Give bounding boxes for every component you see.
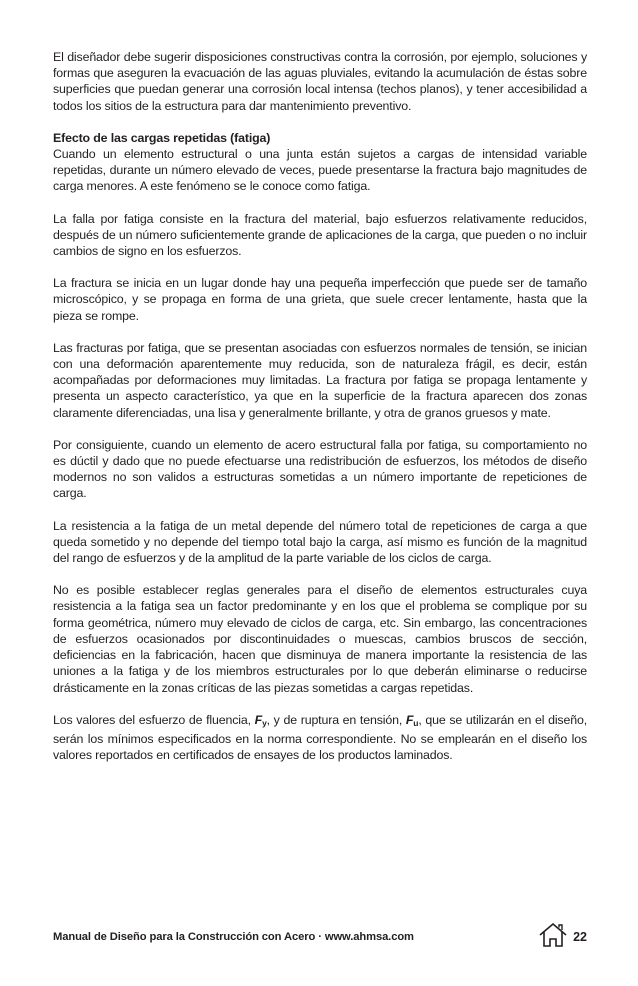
paragraph-fatiga-definition: Cuando un elemento estructural o una junta están sujetos a cargas de intensidad variable repetidas, durante un número elevado de veces, puede presentarse la fractura bajo magnitudes de carga menores. A este fenómeno se le conoce como fatiga. (53, 147, 587, 194)
footer-title: Manual de Diseño para la Construcción con Acero · www.ahmsa.com (53, 931, 414, 943)
home-icon[interactable] (537, 921, 569, 949)
paragraph-fracturas: Las fracturas por fatiga, que se presentan asociadas con esfuerzos normales de tensión, se inician con una deformación aparentemente muy reducida, son de naturaleza frágil, es decir, están acompañadas por deformaciones muy limitadas. La fractura por fatiga se propaga lentamente y presenta un aspecto característico, ya que en la superficie de la fractura aparecen dos zonas claramente diferenciadas, una lisa y generalmente brillante, y otra de granos gruesos y mate. (53, 340, 587, 420)
paragraph-reglas: No es posible establecer reglas generales para el diseño de elementos estructurales cuya resistencia a la fatiga sea un factor predominante y en los que el problema se complique por su forma geométrica, número muy elevado de ciclos de carga, etc. Sin embargo, las concentraciones de esfuerzos ocasionados por discontinuidades o muescas, cambios bruscos de sección, deficiencias en la fabricación, hacen que disminuya de manera importante la resistencia de las uniones a la fatiga y de los miembros estructurales por lo que deberán eliminarse o reducirse drásticamente en la zonas críticas de las piezas sometidas a cargas repetidas. (53, 583, 587, 695)
fu-symbol: $F_u$ (405, 712, 419, 728)
valores-text-c: , que se utilizarán en el diseño, serán los mínimos especificados en la norma correspondiente. No se emplearán en el diseño los valores reportados en certificados de ensayes de los productos laminados. (53, 712, 587, 763)
paragraph-inicio-fractura: La fractura se inicia en un lugar donde hay una pequeña imperfección que puede ser de tamaño microscópico, y se propaga en forma de una grieta, que suele crecer lentamente, hasta que la pieza se rompe. (53, 276, 587, 323)
section-heading: Efecto de las cargas repetidas (fatiga) (53, 130, 271, 145)
page-number: 22 (573, 930, 587, 944)
valores-text-b: , y de ruptura en tensión, (266, 712, 406, 727)
paragraph-valores (53, 712, 587, 764)
paragraph-falla: La falla por fatiga consiste en la fractura del material, bajo esfuerzos relativamente reducidos, después de un número suficientemente grande de aplicaciones de la carga, que pueden o no incluir cambios de signo en los esfuerzos. (53, 211, 587, 259)
valores-text-a: Los valores del esfuerzo de fluencia, (53, 712, 255, 727)
paragraph-resistencia: La resistencia a la fatiga de un metal depende del número total de repeticiones de carga a que queda sometido y no depende del tiempo total bajo la carga, así mismo es función de la magnitud del rango de esfuerzos y de la amplitud de la parte variable de los ciclos de carga. (53, 518, 587, 566)
paragraph-consiguiente: Por consiguiente, cuando un elemento de acero estructural falla por fatiga, su comportamiento no es dúctil y dado que no puede efectuarse una redistribución de esfuerzos, los métodos de diseño modernos no son validos a estructuras sometidas a un número importante de repeticiones de carga. (53, 437, 587, 501)
page-footer (53, 927, 587, 947)
page-body (53, 49, 587, 763)
paragraph-corrosion: El diseñador debe sugerir disposiciones constructivas contra la corrosión, por ejemplo, soluciones y formas que aseguren la evacuación de las aguas pluviales, evitando la acumulación de éstas sobre superficies que puedan generar una corrosión local intensa (techos planos), y tener accesibilidad a todos los sitios de la estructura para dar mantenimiento preventivo. (53, 50, 587, 113)
fy-symbol: $F_y$ (254, 712, 267, 728)
